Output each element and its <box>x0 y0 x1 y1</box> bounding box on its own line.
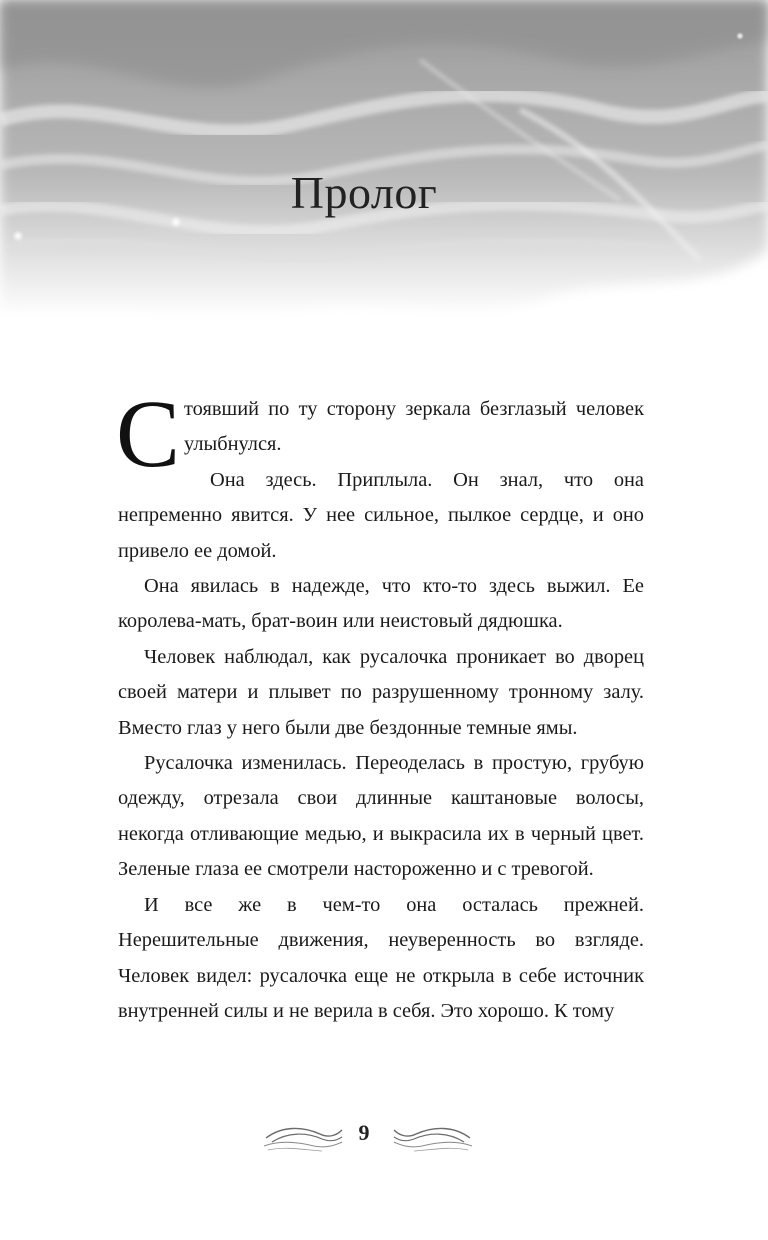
paragraph-6: И все же в чем-то она осталась прежней. Нерешительные движения, неуверенность во взгляде. Человек видел: русалочка еще не открыла в себе источник внутренней силы и не верила в себя. Это хорошо. К тому <box>118 893 644 1022</box>
paragraph-3: Она явилась в надежде, что кто-то здесь выжил. Ее королева-мать, брат-воин или неистовый дядюшка. <box>118 575 644 633</box>
paragraph-1-text: тоявший по ту сторону зеркала безглазый человек улыбнулся. <box>184 398 644 456</box>
wave-flourish-icon-left <box>262 1120 346 1156</box>
drop-cap: С <box>116 380 181 487</box>
chapter-body <box>116 380 644 1029</box>
page-number: 9 <box>358 1120 370 1145</box>
page-footer <box>0 1112 728 1162</box>
paragraph-1 <box>116 380 644 487</box>
chapter-title: Пролог <box>290 167 438 218</box>
wave-flourish-icon-right <box>390 1120 474 1156</box>
paragraph-5: Русалочка изменилась. Переоделась в простую, грубую одежду, отрезала свои длинные каштановые волосы, некогда отливающие медью, и выкрасила их в черный цвет. Зеленые глаза ее смотрели настороженно и с тревогой. <box>118 752 644 881</box>
paragraph-2: Она здесь. Приплыла. Он знал, что она непременно явится. У нее сильное, пылкое сердце, и оно привело ее домой. <box>118 468 644 562</box>
paragraph-4: Человек наблюдал, как русалочка проникает во дворец своей матери и плывет по разрушенному тронному залу. Вместо глаз у него были две бездонные темные ямы. <box>118 645 644 739</box>
wave-header-illustration <box>0 0 768 320</box>
